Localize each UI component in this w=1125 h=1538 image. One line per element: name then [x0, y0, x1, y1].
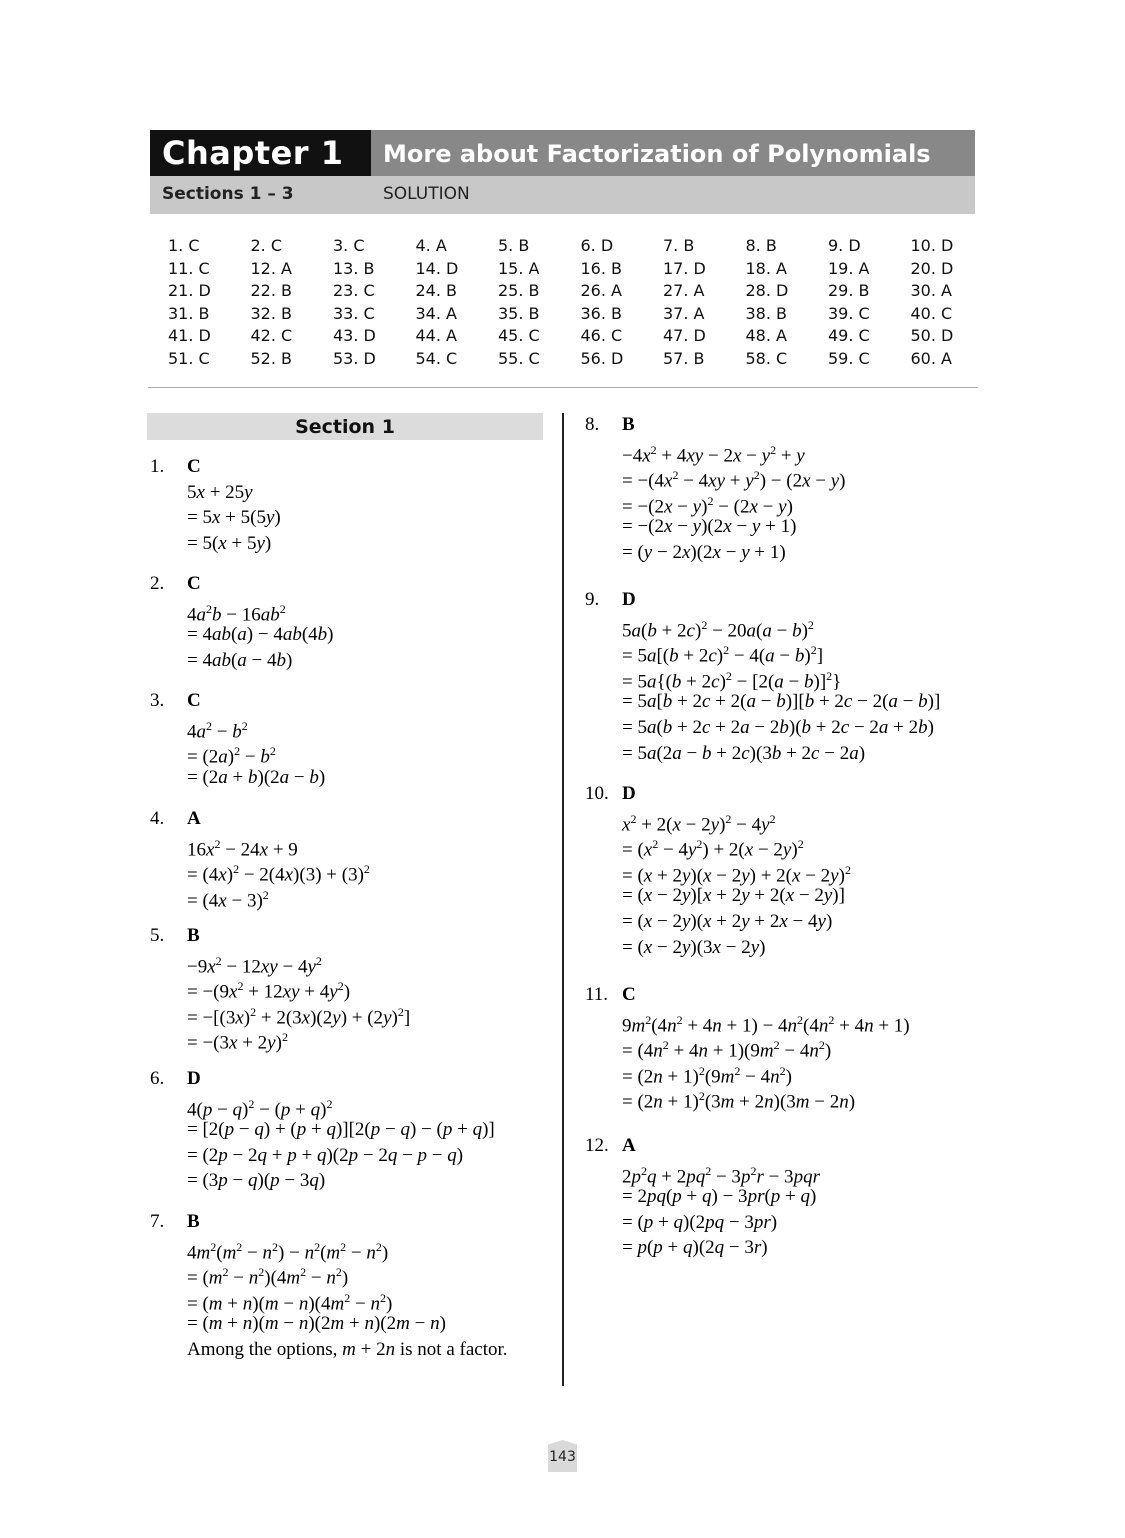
- working-line: = (2p − 2q + p + q)(2p − 2q − p − q): [187, 1144, 464, 1166]
- answer-letter: D: [622, 783, 636, 804]
- answer-item: 50. D: [910, 326, 954, 346]
- answer-item: 58. C: [745, 348, 788, 368]
- answer-item: 45. C: [498, 326, 540, 346]
- working-line: 5x + 25y: [187, 481, 253, 503]
- working-line: = (x − 2y)(3x − 2y): [622, 936, 766, 958]
- working-line: = $(4n^2 + 4n + 1)(9m^2 - 4n^2)$: [622, 1038, 832, 1062]
- working-line: = $-(9x^2 + 12xy + 4y^2)$: [187, 979, 351, 1003]
- answer-item: 29. B: [828, 281, 870, 301]
- working-line: $2p^2q + 2pq^2 - 3p^2r - 3pqr$: [622, 1163, 820, 1187]
- answer-item: 56. D: [580, 348, 624, 368]
- question-number: 5.: [150, 925, 165, 946]
- working-line: = (y − 2x)(2x − y + 1): [622, 542, 786, 563]
- answer-item: 43. D: [333, 326, 376, 346]
- working-line: = $(2n + 1)^2(3m + 2n)(3m - 2n)$: [622, 1089, 856, 1113]
- answer-item: 12. A: [250, 258, 292, 278]
- answer-item: 35. B: [498, 303, 540, 323]
- working-line: = $-(3x + 2y)^2$: [187, 1030, 288, 1054]
- answer-item: 46. C: [580, 326, 623, 346]
- working-line: $4a^2 - b^2$: [187, 718, 248, 742]
- answer-item: 38. B: [745, 303, 788, 323]
- answer-item: 27. A: [663, 281, 705, 301]
- answer-item: 18. A: [745, 258, 787, 278]
- answer-letter: C: [622, 984, 636, 1005]
- answer-item: 53. D: [333, 348, 376, 368]
- working-line: = [2(p − q) + (p + q)][2(p − q) − (p + q)]: [187, 1119, 495, 1141]
- working-line: = 4ab(a − 4b): [187, 649, 293, 671]
- answer-item: 39. C: [828, 303, 870, 323]
- answer-item: 24. B: [415, 281, 458, 301]
- answer-letter: D: [187, 1068, 201, 1089]
- answer-item: 8. B: [745, 236, 777, 255]
- answer-item: 10. D: [910, 236, 954, 255]
- answer-item: 3. C: [333, 236, 365, 255]
- answer-item: 11. C: [168, 258, 210, 278]
- working-line: = $(4x)^2 - 2(4x)(3) + (3)^2$: [187, 862, 370, 886]
- answer-letter: C: [187, 456, 201, 477]
- answer-item: 5. B: [498, 236, 530, 255]
- section-heading: Section 1: [295, 416, 395, 438]
- page-number: 143: [549, 1449, 576, 1465]
- working-line: = $(m^2 - n^2)(4m^2 - n^2)$: [187, 1265, 349, 1289]
- working-line: = p(p + q)(2q − 3r): [622, 1237, 768, 1259]
- answer-letter: A: [187, 808, 201, 829]
- chapter-label: Chapter 1: [162, 134, 344, 172]
- working-line: $9m^2(4n^2 + 4n + 1) - 4n^2(4n^2 + 4n + 1)$: [622, 1012, 910, 1036]
- question-number: 3.: [150, 690, 165, 711]
- question-number: 1.: [150, 456, 165, 477]
- working-line: = (3p − q)(p − 3q): [187, 1170, 326, 1192]
- answer-item: 32. B: [250, 303, 293, 323]
- solution-label: SOLUTION: [383, 184, 470, 204]
- answer-item: 2. C: [250, 236, 283, 255]
- working-line: = (p + q)(2pq − 3pr): [622, 1211, 778, 1233]
- answer-item: 51. C: [168, 348, 210, 368]
- working-line: = (x − 2y)(x + 2y + 2x − 4y): [622, 911, 833, 932]
- answer-item: 22. B: [250, 281, 293, 301]
- question-number: 7.: [150, 1211, 165, 1232]
- question-number: 6.: [150, 1068, 165, 1089]
- answer-item: 41. D: [168, 326, 211, 346]
- working-line: = 5a(2a − b + 2c)(3b + 2c − 2a): [622, 742, 866, 764]
- answer-item: 1. C: [168, 236, 200, 255]
- working-line: $4m^2(m^2 - n^2) - n^2(m^2 - n^2)$: [187, 1239, 389, 1263]
- answer-item: 6. D: [580, 236, 614, 255]
- answer-letter: A: [622, 1135, 636, 1156]
- working-line: = $(x + 2y)(x - 2y) + 2(x - 2y)^2$: [622, 862, 851, 887]
- answer-item: 49. C: [828, 326, 870, 346]
- answer-item: 16. B: [580, 258, 623, 278]
- answer-item: 26. A: [580, 281, 622, 301]
- answer-item: 21. D: [168, 281, 211, 301]
- answer-letter: B: [187, 1211, 200, 1232]
- answer-item: 60. A: [910, 348, 952, 368]
- working-line: $5a(b + 2c)^2 - 20a(a - b)^2$: [622, 617, 814, 641]
- divider: [148, 387, 978, 388]
- answer-item: 9. D: [828, 236, 861, 255]
- question-number: 2.: [150, 573, 165, 594]
- answer-item: 48. A: [745, 326, 787, 346]
- answer-item: 47. D: [663, 326, 706, 346]
- working-line: = $5a[(b + 2c)^2 - 4(a - b)^2]$: [622, 643, 824, 667]
- answer-item: 28. D: [745, 281, 789, 301]
- answer-item: 54. C: [415, 348, 458, 368]
- working-line: $4(p - q)^2 - (p + q)^2$: [187, 1096, 333, 1120]
- working-line: = (m + n)(m − n)(2m + n)(2m − n): [187, 1313, 446, 1335]
- working-line: = $-[(3x)^2 + 2(3x)(2y) + (2y)^2]$: [187, 1004, 411, 1029]
- answer-item: 17. D: [663, 258, 706, 278]
- working-line: $-9x^2 - 12xy - 4y^2$: [187, 953, 322, 977]
- working-line: = $(2a)^2 - b^2$: [187, 744, 276, 768]
- answer-item: 20. D: [910, 258, 954, 278]
- answer-letter: C: [187, 690, 201, 711]
- answer-item: 4. A: [415, 236, 447, 255]
- working-line: $16x^2 - 24x + 9$: [187, 836, 298, 860]
- question-number: 11.: [585, 984, 609, 1005]
- answer-item: 42. C: [250, 326, 293, 346]
- answer-item: 40. C: [910, 303, 953, 323]
- answer-item: 33. C: [333, 303, 375, 323]
- working-line: $-4x^2 + 4xy - 2x - y^2 + y$: [622, 442, 805, 466]
- working-line: = $-(4x^2 - 4xy + y^2) - (2x - y)$: [622, 468, 846, 492]
- working-line: = 5a[b + 2c + 2(a − b)][b + 2c − 2(a − b)]: [622, 691, 941, 713]
- answer-item: 37. A: [663, 303, 705, 323]
- working-line: = $(x^2 - 4y^2) + 2(x - 2y)^2$: [622, 837, 804, 861]
- working-line: $x^2 + 2(x - 2y)^2 - 4y^2$: [622, 811, 776, 835]
- answer-letter: B: [622, 414, 635, 435]
- answer-item: 55. C: [498, 348, 540, 368]
- answer-item: 30. A: [910, 281, 952, 301]
- answer-item: 44. A: [415, 326, 457, 346]
- working-line: Among the options, m + 2n is not a factor.: [187, 1339, 508, 1360]
- answer-item: 52. B: [250, 348, 293, 368]
- working-line: = 4ab(a) − 4ab(4b): [187, 624, 334, 646]
- answer-item: 7. B: [663, 236, 695, 255]
- working-line: = $-(2x - y)^2 - (2x - y)$: [622, 493, 793, 518]
- working-line: $4a^2b - 16ab^2$: [187, 601, 286, 625]
- answer-letter: C: [187, 573, 201, 594]
- answer-item: 34. A: [415, 303, 457, 323]
- working-line: = $(m + n)(m - n)(4m^2 - n^2)$: [187, 1290, 393, 1315]
- working-line: = $(4x - 3)^2$: [187, 887, 269, 912]
- working-line: = $(2n + 1)^2(9m^2 - 4n^2)$: [622, 1063, 792, 1088]
- working-line: = (x − 2y)[x + 2y + 2(x − 2y)]: [622, 885, 845, 907]
- answer-item: 15. A: [498, 258, 540, 278]
- working-line: = 5(x + 5y): [187, 532, 272, 554]
- working-line: = 5a(b + 2c + 2a − 2b)(b + 2c − 2a + 2b): [622, 717, 934, 738]
- sections-label: Sections 1 – 3: [162, 184, 294, 204]
- working-line: = 5x + 5(5y): [187, 507, 281, 529]
- answer-item: 13. B: [333, 258, 375, 278]
- question-number: 4.: [150, 808, 165, 829]
- column-divider: [562, 413, 564, 1386]
- answer-letter: D: [622, 589, 636, 610]
- question-number: 9.: [585, 589, 600, 610]
- question-number: 10.: [585, 783, 609, 804]
- answer-item: 19. A: [828, 258, 870, 278]
- answer-item: 36. B: [580, 303, 623, 323]
- answer-item: 23. C: [333, 281, 375, 301]
- answer-item: 59. C: [828, 348, 870, 368]
- working-line: = $5a\{(b + 2c)^2 - [2(a - b)]^2\}$: [622, 668, 842, 693]
- question-number: 8.: [585, 414, 600, 435]
- working-line: = 2pq(p + q) − 3pr(p + q): [622, 1186, 817, 1208]
- answer-letter: B: [187, 925, 200, 946]
- working-line: = (2a + b)(2a − b): [187, 766, 326, 788]
- answer-item: 25. B: [498, 281, 540, 301]
- answer-key-grid: [168, 236, 968, 372]
- answer-item: 31. B: [168, 303, 210, 323]
- working-line: = −(2x − y)(2x − y + 1): [622, 516, 797, 538]
- answer-item: 14. D: [415, 258, 459, 278]
- question-number: 12.: [585, 1135, 609, 1156]
- chapter-title: More about Factorization of Polynomials: [383, 140, 931, 168]
- answer-item: 57. B: [663, 348, 705, 368]
